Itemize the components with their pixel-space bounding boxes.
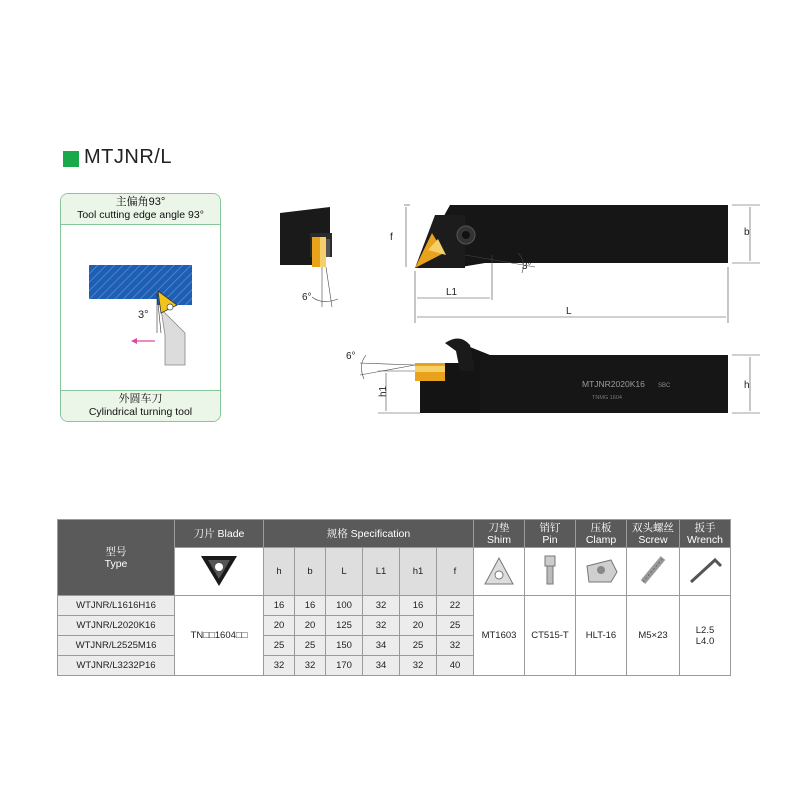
spec-table [57, 519, 731, 676]
h1-label: h1 [378, 385, 389, 397]
clamp-header [576, 520, 627, 548]
cell-b: 16 [295, 596, 326, 616]
cell-f: 25 [437, 616, 474, 636]
cutting-diagram [61, 225, 220, 390]
shank-marking-2: TNMG 1604 [592, 395, 622, 401]
cell-h1: 32 [400, 656, 437, 676]
wrench-icon [680, 548, 731, 596]
cell-L: 100 [326, 596, 363, 616]
shank-marking: MTJNR2020K16 [582, 379, 645, 389]
row-type: WTJNR/L2020K16 [58, 616, 175, 636]
cell-f: 22 [437, 596, 474, 616]
cell-L1: 34 [363, 636, 400, 656]
angle-6-top-label: 6° [302, 292, 312, 303]
row-type: WTJNR/L1616H16 [58, 596, 175, 616]
shim-value: MT1603 [474, 596, 525, 676]
col-h: h [264, 548, 295, 596]
shim-header [474, 520, 525, 548]
page-title: MTJNR/L [84, 146, 172, 168]
h-label: h [744, 380, 750, 391]
screw-value: M5×23 [627, 596, 680, 676]
front-view [280, 207, 338, 307]
angle-3-top-label: 3° [522, 261, 532, 272]
cell-h1: 16 [400, 596, 437, 616]
pin-en: Pin [542, 533, 558, 546]
pin-icon [525, 548, 576, 596]
pin-header [525, 520, 576, 548]
screw-header [627, 520, 680, 548]
blade-icon [175, 548, 264, 596]
type-cn: 型号 [105, 545, 127, 558]
cell-L1: 32 [363, 616, 400, 636]
cell-h: 32 [264, 656, 295, 676]
type-en-label: Cylindrical turning tool [88, 406, 193, 418]
type-cn-label: 外圆车刀 [118, 393, 163, 405]
shank-marking-small: SBC [658, 383, 671, 389]
row-type: WTJNR/L3232P16 [58, 656, 175, 676]
cell-L1: 32 [363, 596, 400, 616]
cell-L: 170 [326, 656, 363, 676]
type-header [58, 520, 175, 596]
cell-h1: 25 [400, 636, 437, 656]
title-bullet [63, 151, 79, 167]
shim-en: Shim [487, 533, 511, 546]
shim-cn: 刀垫 [488, 521, 510, 534]
cell-b: 20 [295, 616, 326, 636]
cell-h1: 20 [400, 616, 437, 636]
col-h1: h1 [400, 548, 437, 596]
pin-cn: 销钉 [539, 521, 561, 534]
col-f: f [437, 548, 474, 596]
clamp-icon [576, 548, 627, 596]
col-b: b [295, 548, 326, 596]
f-label: f [390, 232, 393, 243]
L1-label: L1 [446, 287, 458, 298]
col-L1: L1 [363, 548, 400, 596]
cell-h: 16 [264, 596, 295, 616]
table-row [58, 596, 731, 616]
shim-icon [474, 548, 525, 596]
pin-value: CT515-T [525, 596, 576, 676]
spec-header: 规格 Specification [264, 520, 474, 548]
wrench-en: Wrench [687, 533, 723, 546]
tool-drawing [260, 195, 770, 425]
b-label: b [744, 227, 750, 238]
cell-L: 125 [326, 616, 363, 636]
L-label: L [566, 306, 572, 317]
blade-value: TN□□1604□□ [175, 596, 264, 676]
cell-f: 32 [437, 636, 474, 656]
side-view [346, 338, 760, 413]
screw-icon [627, 548, 680, 596]
blade-header: 刀片 Blade [175, 520, 264, 548]
panel-header-type [61, 390, 220, 422]
col-L: L [326, 548, 363, 596]
panel-header-angle [61, 194, 220, 225]
angle-cn-label: 主偏角93° [115, 196, 166, 208]
row-type: WTJNR/L2525M16 [58, 636, 175, 656]
wrench-value [680, 596, 731, 676]
clamp-en: Clamp [585, 533, 617, 546]
cell-b: 25 [295, 636, 326, 656]
type-en: Type [104, 557, 128, 570]
wrench-value-2: L4.0 [695, 635, 715, 647]
wrench-header [680, 520, 731, 548]
wrench-cn: 扳手 [694, 521, 716, 534]
tool-holder-shape [161, 309, 185, 365]
wrench-value-1: L2.5 [695, 624, 715, 636]
workpiece-shape [89, 265, 192, 299]
angle-6-side-label: 6° [346, 351, 356, 362]
clamp-cn: 压板 [590, 521, 612, 534]
cell-h: 20 [264, 616, 295, 636]
cell-L1: 34 [363, 656, 400, 676]
angle-en-label: Tool cutting edge angle 93° [77, 209, 204, 221]
cell-L: 150 [326, 636, 363, 656]
cell-h: 25 [264, 636, 295, 656]
cell-b: 32 [295, 656, 326, 676]
top-view [390, 205, 760, 323]
angle-3-label: 3° [138, 309, 149, 321]
cutting-mode-panel [60, 193, 221, 422]
cell-f: 40 [437, 656, 474, 676]
screw-en: Screw [638, 533, 668, 546]
clamp-value: HLT-16 [576, 596, 627, 676]
screw-cn: 双头螺丝 [632, 521, 674, 534]
